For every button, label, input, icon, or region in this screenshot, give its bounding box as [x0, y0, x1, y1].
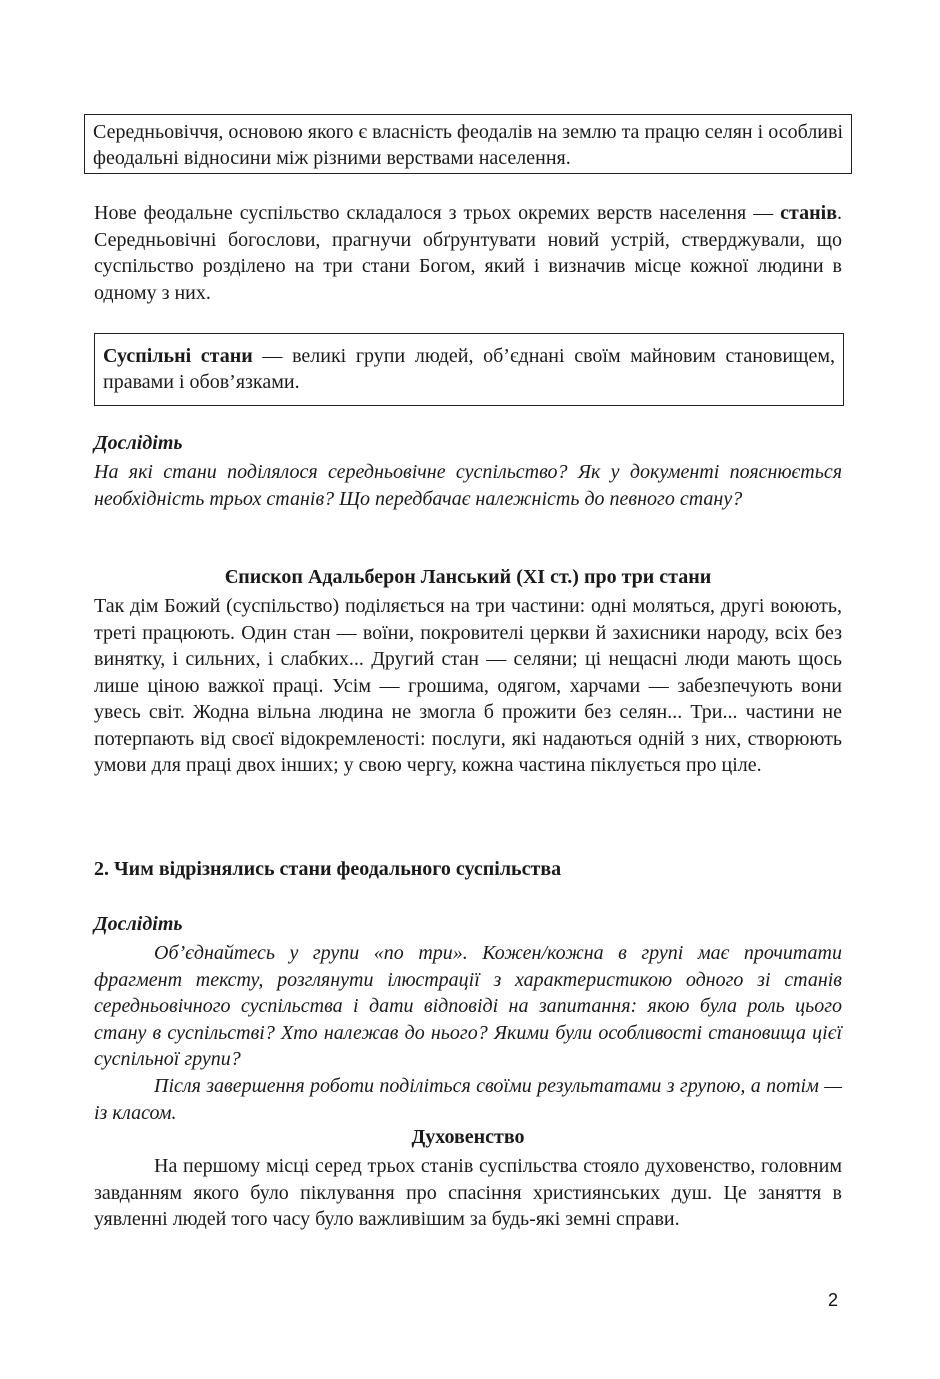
intro-paragraph: Нове феодальне суспільство складалося з трьох окремих верств населення — станів. Середньовічні богослови, прагнучи обґрунтувати новий устрій, стверджували, що суспільство розділено на три стани Богом, який і визначив місце кожної людини в одному з них.: [94, 202, 842, 304]
explore-text-2a: Об’єднайтесь у групи «по три». Кожен/кожна в групі має прочитати фрагмент тексту, розглянути ілюстрації з характеристикою одного зі станів середньовічного суспільства і дати відповіді на запитання: якою була роль цього стану в суспільстві? Хто належав до нього? Якими були особливості становища цієї суспільної групи?: [94, 942, 842, 1070]
page-number: 2: [828, 1290, 839, 1310]
clergy-text: На першому місці серед трьох станів суспільства стояло духовенство, головним завданням якого було піклування про спасіння християнських душ. Це заняття в уявленні людей того часу було важливішим за будь-які земні справи.: [94, 1155, 842, 1230]
explore-heading-2: Дослідіть: [94, 913, 183, 935]
section-2-heading: 2. Чим відрізнялись стани феодального суспільства: [94, 858, 562, 880]
estates-definition-term: Суспільні стани: [103, 345, 253, 367]
definition-box-estates: [94, 333, 844, 406]
source-text: Так дім Божий (суспільство) поділяється на три частини: одні моляться, другі воюють, треті працюють. Один стан — воїни, покровителі церкви й захисники народу, всіх без винятку, і сильних, і слабких... Другий стан — селяни; ці нещасні люди мають щось лише ціною важкої праці. Усім — грошима, одягом, харчами — забезпечують вони увесь світ. Жодна вільна людина не змогла б прожити без селян... Три... частини не потерпають від своєї відокремленості: послуги, які надаються одній з них, створюють умови для праці двох інших; у свою чергу, кожна частина піклується про ціле.: [94, 595, 842, 776]
explore-text-1: На які стани поділялося середньовічне суспільство? Як у документі пояснюється необхідність трьох станів? Що передбачає належність до певного стану?: [94, 461, 842, 510]
estates-definition-text: — великі групи людей, об’єднані своїм майновим становищем, правами і обов’язками.: [103, 345, 835, 393]
explore-heading-1: Дослідіть: [94, 432, 183, 454]
definition-box-text: Середньовіччя, основою якого є власність феодалів на землю та працю селян і особливі феодальні відносини між різними верствами населення.: [93, 121, 843, 169]
clergy-heading: Духовенство: [411, 1126, 525, 1148]
explore-text-2b: Після завершення роботи поділіться своїми результатами з групою, а потім — із класом.: [94, 1075, 842, 1124]
definition-box-middle-ages: [84, 114, 852, 174]
estates-term: станів: [780, 202, 837, 224]
source-title: Єпископ Адальберон Ланський (XI ст.) про три стани: [224, 566, 712, 588]
